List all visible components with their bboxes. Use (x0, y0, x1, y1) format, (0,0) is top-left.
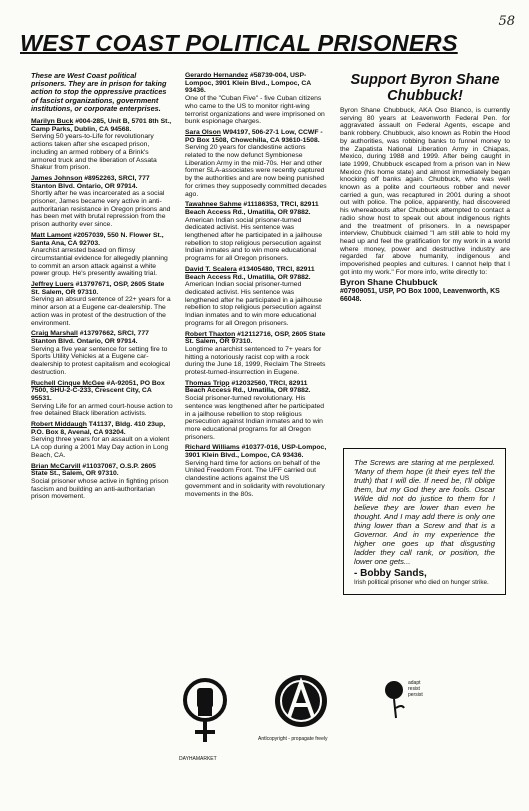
prisoner-description: Social prisoner-turned revolutionary. His sentence was lengthened after he participated in a jailhouse rebellion to stop religious persecution against Indian inmates and to win more educational programs for all Oregon prisoners. (185, 395, 325, 441)
prisoner-address: #2057039, 550 N. Flower St., Santa Ana, CA 92703. (31, 231, 164, 247)
prisoner-address: #13405480, TRCI, 82911 Beach Access Rd., Umatilla, OR 97882. (185, 265, 315, 281)
support-address-line: #07909051, USP, PO Box 1000, Leavenworth, KS 66048. (340, 287, 500, 303)
prisoner-description: Serving three years for an assault on a violent LA cop during a 2001 May Day action in Long Beach, CA. (31, 436, 170, 459)
prisoner-heading (185, 72, 311, 94)
prisoner-name: Ruchell Cinque McGee (31, 379, 105, 387)
prisoner-heading (185, 444, 326, 459)
prisoner-description: American Indian social prisoner-turned dedicated activist. His sentence was lengthened after he participated in a jailhouse rebellion to stop religious persecution against Indian inmates and to win more educational programs for all Oregon prisoners. (185, 281, 323, 327)
prisoner-description: Serving 50 years-to-Life for revolutionary actions taken after she escaped prison, including an armed robbery of a Brink's armored truck and the liberation of Assata Shakur from prison. (31, 133, 157, 172)
prisoner-entry (31, 330, 173, 376)
prisoner-heading (31, 175, 150, 190)
column-left (31, 72, 173, 504)
quote-caption: Irish political prisoner who died on hunger strike. (354, 579, 489, 586)
prisoner-description: Shortly after he was incarcerated as a social prisoner, James became very active in anti-authoritarian resistance in Oregon prisons and has been met with brutal repression from the prison authority ever since. (31, 190, 171, 229)
prisoner-heading (31, 421, 165, 436)
prisoner-entry (185, 201, 327, 263)
prisoner-name: Marilyn Buck (31, 118, 74, 126)
prisoner-entry (185, 331, 327, 377)
prisoner-name: Matt Lamont (31, 231, 72, 239)
prisoner-address: #12032560, TRCI, 82911 Beach Access Rd., Umatilla, OR 97882. (185, 379, 311, 395)
prisoner-description: Longtime anarchist sentenced to 7+ years for hitting a notoriously racist cop with a rock during the June 18, 1999, Reclaim The Streets protest-turned-insurrection in Eugene. (185, 345, 326, 377)
prisoner-address: #A-92051, PO Box 7500, SHU-2-C-233, Crescent City, CA 95531. (31, 379, 165, 402)
prisoner-name: Robert Middaugh (31, 421, 87, 429)
prisoner-address: T41137, Bldg. 410 23up, P.O. Box 8, Avenal, CA 93204. (31, 421, 166, 436)
prisoner-address: #12112716, OSP, 2605 State St. Salem, OR 97310. (185, 330, 326, 346)
prisoner-address: #8952263, SRCI, 777 Stanton Blvd. Ontario, OR 97914. (31, 174, 150, 190)
prisoner-description: Serving 20 years for clandestine actions related to the now defunct Symbionese Liberation Army in the mid-70s. Her and other former SLA-associates were recently captured by the authorities and are now being punished for crimes they supposedly committed decades ago. (185, 144, 327, 198)
prisoner-description: Social prisoner whose active in fighting prison fascism and building an anti-authoritarian prison movement. (31, 477, 169, 501)
quote-box (343, 448, 506, 595)
prisoner-entry (185, 266, 327, 328)
support-body: Byron Shane Chubbuck, AKA Oso Blanco, is currently serving 80 years at Leavenworth Federal Pen. for aggravated assault on Federal Agents, escape and bank robbery. Chubbuck, also known as Robin the Hood by authorities, was robbing banks to funnel money to the Zapatista National Liberation Army in Chiapas, Mexico, during 1988 and 1999. After being caught in late 1999, Chubbuck escaped from a prison van in New Mexico (his home state) and almost immediately began knocking off banks again. Chubbuck, who was well known as a polite and courteous robber and never carried a gun, was recaptured in 2001 during a shoot out with police. The police, apparently, had discovered his whereabouts after Chubbuck attempted to contact a radio show host to speak out about indigenous rights and the treatment of prisoners. In a newspaper interview, Chubbuck claimed "I am still able to hold my head up and feel the gratification for my work in a world where money, power and destructive industry are regarded far above humanity, indigenous and impoverished peoples and cultures. I cannot help that I got into my work." For more info, write directly to: (340, 107, 510, 276)
prisoner-address: #58739-004, USP-Lompoc, 3901 Klein Blvd., Lompoc, CA 93436. (185, 72, 311, 95)
prisoner-name: Tawahnee Sahme (185, 201, 242, 209)
prisoner-address: W94197, 506-27-1 Low, CCWF - PO Box 1508, Chowchilla, CA 93610-1508. (185, 128, 323, 144)
prisoner-name: Gerardo Hernandez (185, 72, 249, 79)
fist-logo-text: DAYHAMARKET (179, 756, 217, 762)
prisoner-name: Thomas Tripp (185, 379, 230, 387)
prisoner-entry (185, 129, 327, 198)
support-title: Support Byron Shane Chubbuck! (350, 72, 500, 104)
prisoner-description: One of the "Cuban Five" - five Cuban citizens who came to the US to monitor right-wing terrorist organizations and were imprisoned on bunk espionage charges. (185, 95, 325, 126)
prisoner-entry (185, 444, 327, 498)
prisoner-description: Serving a five year sentence for setting fire to Sports Utility Vehicles at a Eugene car-dealership to protest capitalism and ecological destruction. (31, 345, 171, 376)
fist-logo (177, 676, 233, 767)
column-middle (185, 72, 327, 501)
prisoner-heading (185, 331, 325, 346)
prisoner-entry (31, 380, 173, 419)
prisoner-address: #13797671, OSP, 2605 State St. Salem, OR 97310. (31, 281, 165, 296)
prisoner-name: Jeffrey Luers (31, 281, 74, 289)
prisoner-name: Robert Thaxton (185, 330, 236, 338)
prisoner-address: #10377-016, USP-Lompoc, 3901 Klein Blvd., Lompoc, CA 93436. (185, 444, 327, 460)
page-title: WEST COAST POLITICAL PRISONERS (20, 30, 458, 56)
prisoner-entry (185, 380, 327, 442)
prisoner-entry (31, 281, 173, 327)
prisoner-name: Richard Williams (185, 444, 240, 452)
prisoner-name: Brian McCarvill (31, 462, 81, 470)
rose-logo-text: adapt resist persist (408, 680, 423, 698)
quote-text: The Screws are staring at me perplexed. 'Many of them hope (it their eyes tell the truth) that I will die. If need be, I'll oblige them, but my God they are fools. Oscar Wilde did not do justice to them for I believe they are lower than even he thought. And I may add there is only one thing lower than a Screw and that is a Governor. And in my experience the higher one goes up that disgusting ladder they call rank, or position, the lower one gets... (354, 458, 495, 566)
prisoner-list-middle (185, 72, 327, 498)
prisoner-entry (185, 72, 327, 126)
prisoner-address: #11186353, TRCI, 82911 Beach Access Rd., Umatilla, OR 97882. (185, 201, 319, 216)
prisoner-description: Anarchist arrested based on flimsy circumstantial evidence for allegedly planning to commit an arson attack against a white power group. He's presently awaiting trial. (31, 247, 168, 278)
intro-paragraph: These are West Coast political prisoners. They are in prison for taking action to stop the oppressive practices of fascist organizations, government institutions, or corporate enterprises. (31, 71, 167, 113)
prisoner-list-left (31, 118, 173, 501)
prisoner-heading (31, 380, 165, 402)
prisoner-address: #004-285, Unit B, 5701 8th St., Camp Parks, Dublin, CA 94568. (31, 118, 172, 133)
prisoner-entry (31, 175, 173, 229)
prisoner-heading (185, 129, 323, 144)
support-address-name: Byron Shane Chubbuck (340, 277, 438, 288)
quote-author: - Bobby Sands, (354, 568, 427, 579)
prisoner-description: Serving hard time for actions on behalf of the United Freedom Front. The UFF carried out clandestine actions against the US government and in solidarity with revolutionary movements in the 80s. (185, 459, 325, 498)
center-logo-caption: Antlcopyright - propagate freely (258, 736, 328, 742)
prisoner-heading (31, 232, 164, 247)
prisoner-heading (31, 463, 156, 478)
prisoner-address: #11037067, O.S.P. 2605 State St., Salem, OR 97310. (31, 462, 156, 478)
page-number: 58 (498, 14, 515, 29)
prisoner-description: Serving an absurd sentence of 22+ years for a minor arson at a Eugene car-dealership. The action was in protest of the destruction of the environment. (31, 296, 171, 327)
prisoner-heading (31, 281, 164, 296)
prisoner-heading (185, 380, 311, 395)
prisoner-heading (185, 266, 315, 281)
rose-logo (380, 678, 430, 727)
prisoner-heading (185, 201, 319, 216)
prisoner-name: Sara Olson (185, 128, 221, 136)
anarchy-logo (273, 673, 329, 734)
prisoner-entry (31, 421, 173, 460)
prisoner-description: American Indian social prisoner-turned dedicated activist. His sentence was lengthened after he participated in a jailhouse rebellion to stop religious persecution against Indian inmates and to win more educational programs for all Oregon prisoners. (185, 216, 323, 263)
prisoner-entry (31, 118, 173, 172)
prisoner-name: James Johnson (31, 174, 83, 182)
prisoner-heading (31, 118, 171, 133)
column-right (340, 72, 510, 304)
prisoner-entry (31, 232, 173, 278)
prisoner-entry (31, 463, 173, 502)
prisoner-name: David T. Scalera (185, 265, 237, 273)
prisoner-address: #13797662, SRCI, 777 Stanton Blvd. Ontario, OR 97914. (31, 330, 149, 345)
prisoner-name: Craig Marshall (31, 330, 78, 338)
prisoner-description: Serving Life for an armed court-house action to free detained Black liberation activists. (31, 402, 173, 418)
prisoner-heading (31, 330, 149, 345)
